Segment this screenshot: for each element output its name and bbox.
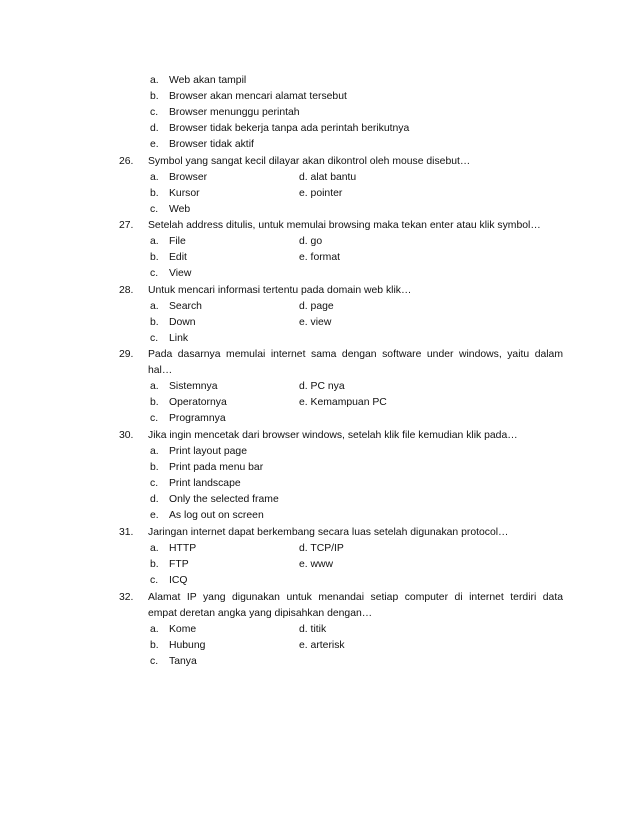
question-text: Untuk mencari informasi tertentu pada domain web klik… <box>148 285 412 296</box>
question-text: Setelah address ditulis, untuk memulai browsing maka tekan enter atau klik symbol… <box>148 220 541 231</box>
option-text: e. view <box>299 317 332 328</box>
option-letter: c. <box>150 478 159 489</box>
question-text: hal… <box>148 365 173 376</box>
option-letter: e. <box>150 510 159 521</box>
option-text: Browser akan mencari alamat tersebut <box>169 91 347 102</box>
option-letter: b. <box>150 91 159 102</box>
option-text: d. titik <box>299 624 327 635</box>
option-letter: a. <box>150 543 159 554</box>
option-text: View <box>169 268 192 279</box>
option-text: FTP <box>169 559 189 570</box>
option-text: e. pointer <box>299 188 343 199</box>
option-text: Browser menunggu perintah <box>169 107 300 118</box>
option-text: Kome <box>169 624 197 635</box>
option-text: Only the selected frame <box>169 494 279 505</box>
option-text: File <box>169 236 186 247</box>
option-letter: a. <box>150 301 159 312</box>
option-letter: a. <box>150 446 159 457</box>
option-text: Browser tidak aktif <box>169 139 254 150</box>
option-text: d. page <box>299 301 334 312</box>
option-letter: c. <box>150 204 159 215</box>
option-text: Browser <box>169 172 208 183</box>
option-letter: d. <box>150 123 159 134</box>
option-text: e. format <box>299 252 340 263</box>
option-text: e. Kemampuan PC <box>299 397 387 408</box>
option-text: Tanya <box>169 656 197 667</box>
option-text: HTTP <box>169 543 197 554</box>
question-text: Alamat IP yang digunakan untuk menandai setiap computer di internet terdiri data <box>148 592 563 603</box>
option-text: Kursor <box>169 188 200 199</box>
option-letter: c. <box>150 575 159 586</box>
option-text: Web akan tampil <box>169 75 247 86</box>
question-number: 26. <box>119 156 134 167</box>
option-text: Down <box>169 317 196 328</box>
question-number: 29. <box>119 349 134 360</box>
option-letter: c. <box>150 413 159 424</box>
option-letter: c. <box>150 656 159 667</box>
question-text: empat deretan angka yang dipisahkan dengan… <box>148 608 373 619</box>
option-letter: b. <box>150 462 159 473</box>
option-letter: d. <box>150 494 159 505</box>
option-text: d. go <box>299 236 323 247</box>
option-text: As log out on screen <box>169 510 264 521</box>
option-text: Web <box>169 204 191 215</box>
option-letter: e. <box>150 139 159 150</box>
option-text: Sistemnya <box>169 381 218 392</box>
question-number: 27. <box>119 220 134 231</box>
option-text: Print landscape <box>169 478 241 489</box>
option-text: Operatornya <box>169 397 227 408</box>
question-number: 32. <box>119 592 134 603</box>
option-text: Hubung <box>169 640 206 651</box>
option-letter: b. <box>150 397 159 408</box>
question-text: Jaringan internet dapat berkembang secara luas setelah digunakan protocol… <box>148 527 509 538</box>
question-text: Jika ingin mencetak dari browser windows, setelah klik file kemudian klik pada… <box>148 430 518 441</box>
question-number: 31. <box>119 527 134 538</box>
question-number: 30. <box>119 430 134 441</box>
option-text: Print layout page <box>169 446 247 457</box>
question-text: Symbol yang sangat kecil dilayar akan dikontrol oleh mouse disebut… <box>148 156 471 167</box>
option-letter: a. <box>150 75 159 86</box>
option-text: Link <box>169 333 189 344</box>
option-letter: a. <box>150 236 159 247</box>
option-text: d. TCP/IP <box>299 543 344 554</box>
option-letter: a. <box>150 172 159 183</box>
option-text: ICQ <box>169 575 188 586</box>
option-text: d. PC nya <box>299 381 345 392</box>
question-text: Pada dasarnya memulai internet sama dengan software under windows, yaitu dalam <box>148 349 563 360</box>
option-text: Edit <box>169 252 187 263</box>
option-letter: a. <box>150 381 159 392</box>
option-text: Search <box>169 301 202 312</box>
option-text: Print pada menu bar <box>169 462 264 473</box>
option-letter: b. <box>150 252 159 263</box>
option-text: Browser tidak bekerja tanpa ada perintah berikutnya <box>169 123 410 134</box>
option-text: d. alat bantu <box>299 172 357 183</box>
option-text: Programnya <box>169 413 226 424</box>
option-letter: b. <box>150 640 159 651</box>
option-letter: b. <box>150 188 159 199</box>
option-letter: c. <box>150 268 159 279</box>
option-letter: b. <box>150 559 159 570</box>
option-letter: b. <box>150 317 159 328</box>
question-number: 28. <box>119 285 134 296</box>
option-letter: c. <box>150 333 159 344</box>
option-letter: c. <box>150 107 159 118</box>
option-text: e. www <box>299 559 334 570</box>
option-letter: a. <box>150 624 159 635</box>
option-text: e. arterisk <box>299 640 345 651</box>
